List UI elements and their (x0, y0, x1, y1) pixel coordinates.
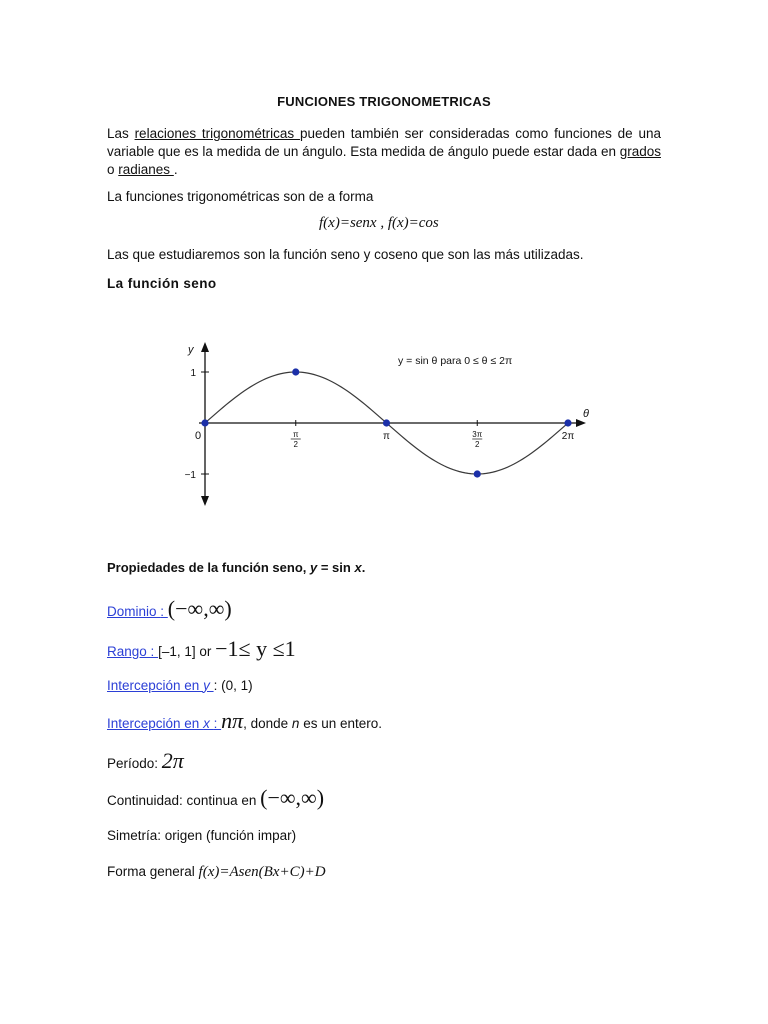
continuidad-math: (−∞,∞) (260, 785, 325, 810)
properties-heading-text: = sin (317, 560, 355, 575)
x-tick-label: 3π (472, 430, 483, 439)
sine-chart (170, 336, 600, 511)
link-radianes[interactable]: radianes (118, 162, 174, 177)
data-point (474, 470, 481, 477)
periodo-label: Período: (107, 756, 162, 771)
link-grados[interactable]: grados (619, 144, 661, 159)
intercept-y-var: y (203, 678, 214, 693)
study-sentence: Las que estudiaremos son la función seno y coseno que son las más utilizadas. (107, 247, 584, 262)
intro-text: . (173, 162, 178, 177)
periodo-row (107, 748, 184, 774)
x-axis-label: θ (583, 408, 589, 420)
intercept-y-row (107, 678, 253, 693)
intercept-x-math: nπ (221, 708, 244, 733)
intercept-x-row (107, 708, 382, 734)
section-heading: La función seno (107, 276, 217, 291)
properties-heading-var: x (354, 560, 362, 575)
intercept-x-var: x (203, 716, 214, 731)
forms-sentence: La funciones trigonométricas son de a forma (107, 189, 374, 204)
intercept-y-value: : (0, 1) (213, 678, 253, 693)
forma-math: f(x)=Asen(Bx+C)+D (198, 864, 326, 880)
dominio-value: (−∞,∞) (167, 596, 232, 621)
rango-colon[interactable]: : (150, 644, 159, 659)
y-axis-label: y (188, 344, 194, 356)
intercept-x-link[interactable] (107, 716, 221, 731)
page-title: FUNCIONES TRIGONOMETRICAS (277, 94, 491, 109)
intercept-y-link-text: Intercepción en (107, 678, 204, 693)
x-tick-label: π (292, 430, 299, 439)
simetria-row: Simetría: origen (función impar) (107, 828, 297, 843)
x-tick-label: 2π (561, 431, 575, 442)
rango-row (107, 636, 296, 662)
forma-label: Forma general (107, 864, 199, 879)
data-point (292, 368, 299, 375)
data-point (383, 419, 390, 426)
intercept-x-var-n: n (291, 716, 300, 731)
dominio-link[interactable]: Dominio (107, 604, 161, 619)
y-axis-arrow-down (201, 496, 209, 506)
forma-row (107, 864, 326, 881)
data-point (564, 419, 571, 426)
dominio-row (107, 596, 232, 622)
dominio-colon[interactable]: : (160, 604, 168, 619)
data-point (201, 419, 208, 426)
y-tick-label: 1 (190, 368, 196, 379)
x-tick-label: 2 (475, 440, 480, 449)
chart-layer (185, 342, 589, 506)
general-formula: f(x)=senx , f(x)=cos (319, 215, 439, 231)
intro-text: pueden también ser consideradas como funciones de una variable que es la medida de un ángulo. Esta medida de ángulo puede estar dada en (107, 126, 661, 159)
chart-annotation: y = sin θ para 0 ≤ θ ≤ 2π (398, 355, 513, 367)
rango-link[interactable]: Rango (107, 644, 151, 659)
properties-heading-var: y (310, 560, 318, 575)
continuidad-row (107, 785, 324, 811)
intercept-x-text: es un entero. (299, 716, 382, 731)
x-tick-label: 2 (293, 440, 298, 449)
properties-heading-text: . (361, 560, 366, 575)
intro-text: o (107, 162, 119, 177)
y-tick-label: −1 (184, 470, 196, 481)
properties-heading (107, 560, 365, 575)
intercept-x-colon: : (213, 716, 222, 731)
periodo-math: 2π (161, 748, 184, 773)
intro-paragraph (107, 125, 661, 179)
continuidad-label: Continuidad: continua en (107, 793, 261, 808)
x-tick-label: 0 (194, 430, 202, 442)
intercept-x-link-text: Intercepción en (107, 716, 204, 731)
link-relaciones-trigonometricas[interactable]: relaciones trigonométricas (134, 126, 300, 141)
rango-math: −1≤ y ≤1 (215, 636, 296, 661)
intro-text: Las (107, 126, 135, 141)
intercept-y-link[interactable] (107, 678, 214, 693)
properties-heading-text: Propiedades de la función seno, (107, 560, 310, 575)
rango-value: [–1, 1] or (158, 644, 216, 659)
intercept-x-text: , donde (243, 716, 292, 731)
y-axis-arrow-up (201, 342, 209, 352)
x-axis-arrow (576, 419, 586, 427)
x-tick-label: π (383, 431, 390, 442)
